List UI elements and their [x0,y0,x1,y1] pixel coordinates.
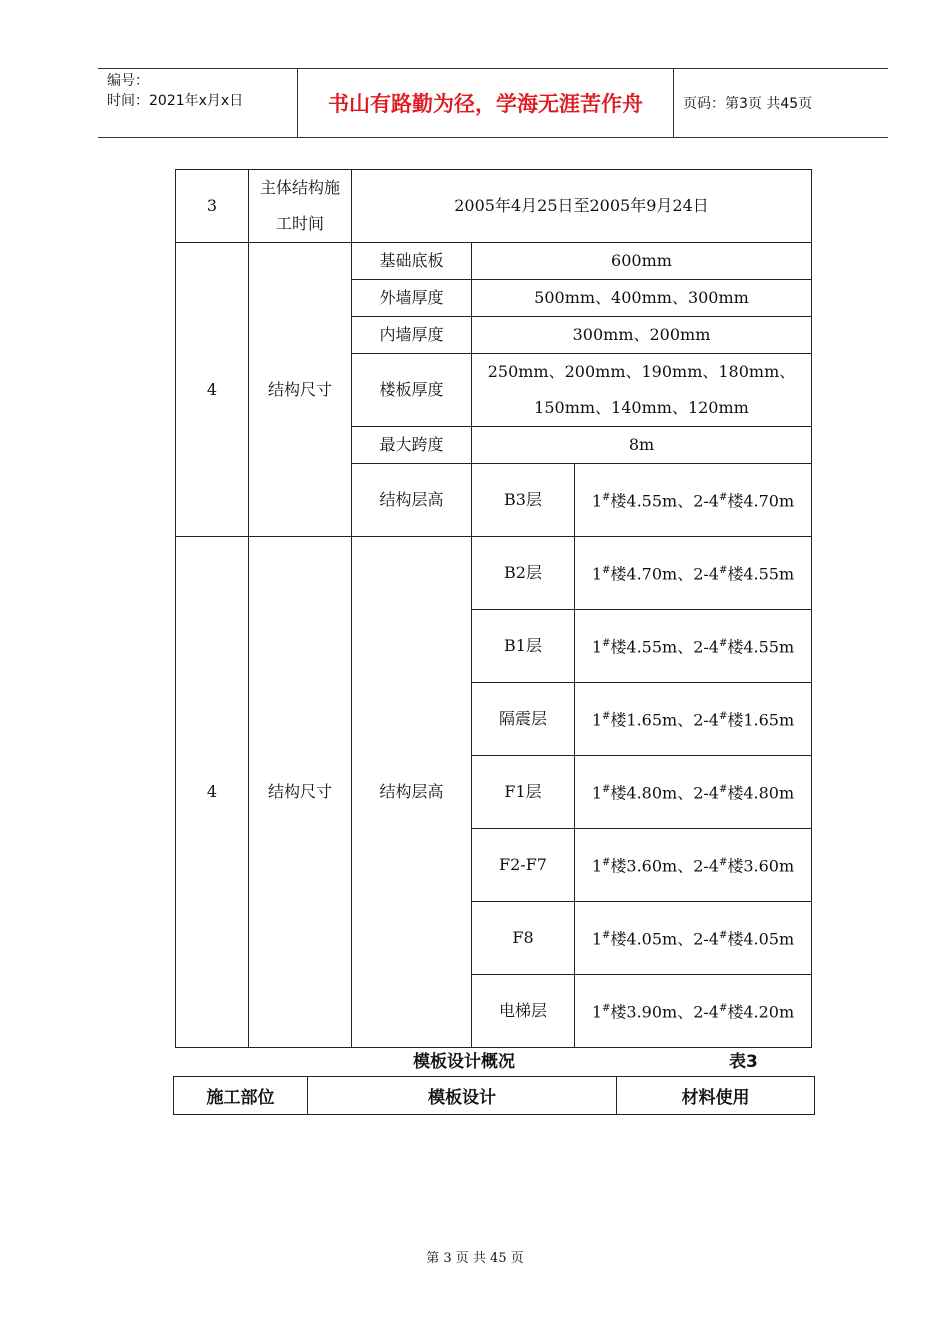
table3-number: 表3 [729,1052,758,1072]
floor-height: 1#楼4.55m、2-4#楼4.55m [575,610,812,683]
time-label: 时间：2021年x月x日 [107,93,244,109]
sub-label: 结构层高 [352,537,472,1048]
sub-label: 最大跨度 [352,427,472,464]
row-item: 结构尺寸 [249,537,352,1048]
floor-height: 1#楼4.80m、2-4#楼4.80m [575,756,812,829]
floor-label: 电梯层 [472,975,575,1048]
header-motto: 书山有路勤为径，学海无涯苦作舟 [298,69,674,137]
floor-label: 隔震层 [472,683,575,756]
floor-height: 1#楼3.60m、2-4#楼3.60m [575,829,812,902]
floor-height: 1#楼4.05m、2-4#楼4.05m [575,902,812,975]
page-header [98,68,888,138]
sub-label: 楼板厚度 [352,354,472,427]
floor-label: B3层 [472,464,575,537]
row-number: 4 [176,537,249,1048]
row-number: 4 [176,243,249,537]
header-meta [98,69,298,137]
floor-label: F8 [472,902,575,975]
sub-value: 250mm、200mm、190mm、180mm、150mm、140mm、120mm [472,354,812,427]
sub-label: 内墙厚度 [352,317,472,354]
table3-caption: 模板设计概况 [413,1052,515,1072]
floor-height: 1#楼4.55m、2-4#楼4.70m [575,464,812,537]
header-cell: 施工部位 [174,1077,308,1115]
sub-value: 600mm [472,243,812,280]
floor-label: F1层 [472,756,575,829]
table-header-row [174,1077,815,1115]
row-item: 主体结构施工时间 [249,170,352,243]
sub-value: 8m [472,427,812,464]
floor-label: B1层 [472,610,575,683]
floor-label: F2-F7 [472,829,575,902]
header-cell: 材料使用 [617,1077,815,1115]
sub-value: 300mm、200mm [472,317,812,354]
row-number: 3 [176,170,249,243]
floor-height: 1#楼3.90m、2-4#楼4.20m [575,975,812,1048]
sub-label: 结构层高 [352,464,472,537]
floor-height: 1#楼4.70m、2-4#楼4.55m [575,537,812,610]
row-value: 2005年4月25日至2005年9月24日 [352,170,812,243]
sub-value: 500mm、400mm、300mm [472,280,812,317]
row-item: 结构尺寸 [249,243,352,537]
number-label: 编号： [107,73,149,89]
sub-label: 外墙厚度 [352,280,472,317]
header-cell: 模板设计 [308,1077,617,1115]
structure-spec-table [175,169,812,1048]
floor-height: 1#楼1.65m、2-4#楼1.65m [575,683,812,756]
formwork-table [173,1076,815,1115]
table-row [176,243,812,280]
header-page-info: 页码：第3页 共45页 [683,96,813,112]
floor-label: B2层 [472,537,575,610]
sub-label: 基础底板 [352,243,472,280]
page-footer: 第 3 页 共 45 页 [426,1251,524,1266]
table-row [176,170,812,243]
table-row [176,537,812,610]
